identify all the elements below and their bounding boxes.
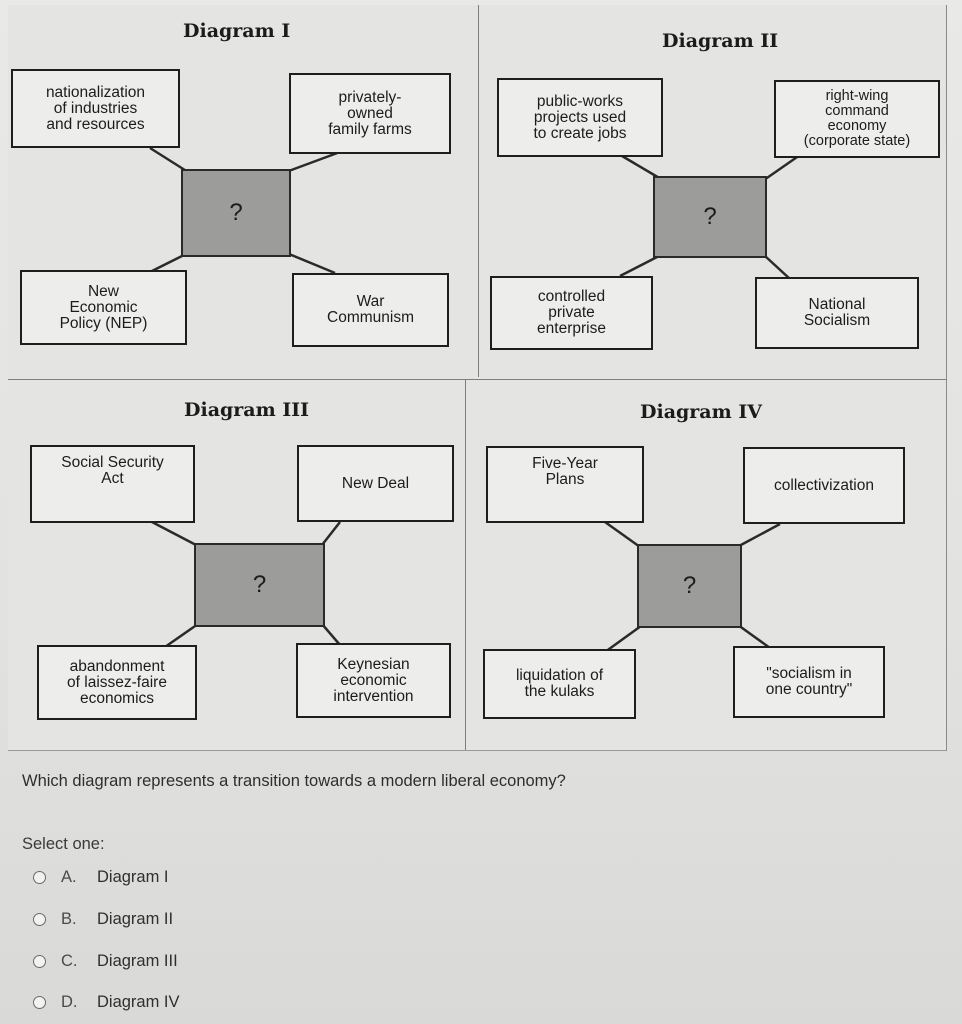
d3-box-bottom-right: Keynesian economic intervention	[296, 643, 451, 718]
option-c-label[interactable]: Diagram III	[97, 951, 178, 970]
diagram-4-title: Diagram IV	[640, 401, 762, 423]
connector-d2-br	[765, 256, 790, 279]
d2-box-bottom-right: National Socialism	[755, 277, 919, 349]
connector-d2-tr	[764, 155, 800, 180]
d2-box-bottom-left: controlled private enterprise	[490, 276, 653, 350]
d4-center-question: ?	[637, 544, 742, 628]
option-b-label[interactable]: Diagram II	[97, 909, 174, 928]
d1-center-question: ?	[181, 169, 291, 257]
d3-box-top-right: New Deal	[297, 445, 454, 522]
option-b-radio[interactable]	[33, 913, 46, 926]
option-b[interactable]	[33, 908, 173, 930]
option-d-letter: D.	[61, 992, 78, 1011]
option-d-radio[interactable]	[33, 996, 46, 1009]
option-a-radio[interactable]	[33, 871, 46, 884]
option-c-radio[interactable]	[33, 955, 46, 968]
d3-box-bottom-left: abandonment of laissez-faire economics	[37, 645, 197, 720]
d1-box-top-right: privately- owned family farms	[289, 73, 451, 154]
connector-d3-tr	[322, 522, 340, 545]
diagram-1-title: Diagram I	[183, 20, 291, 42]
d2-center-question: ?	[653, 176, 767, 258]
connector-d2-bl	[620, 256, 659, 276]
connector-d1-tr	[286, 152, 340, 172]
d4-box-bottom-left: liquidation of the kulaks	[483, 649, 636, 719]
diagram-2-title: Diagram II	[662, 30, 779, 52]
d2-box-top-left: public-works projects used to create jobs	[497, 78, 663, 157]
select-one-label: Select one:	[22, 835, 105, 853]
connector-d3-bl	[165, 624, 198, 647]
question-text: Which diagram represents a transition towards a modern liberal economy?	[22, 772, 566, 790]
d1-box-bottom-right: War Communism	[292, 273, 449, 347]
d3-center-question: ?	[194, 543, 325, 627]
connector-d4-tl	[605, 522, 640, 547]
connector-d3-br	[322, 624, 340, 645]
connector-d4-tr	[739, 524, 780, 546]
connector-d1-br	[289, 254, 335, 273]
connector-d4-br	[738, 625, 770, 648]
d2-box-top-right: right-wing command economy (corporate state)	[774, 80, 940, 158]
option-c-letter: C.	[61, 951, 78, 970]
option-d[interactable]	[33, 991, 180, 1013]
d4-box-bottom-right: "socialism in one country"	[733, 646, 885, 718]
option-a-label[interactable]: Diagram I	[97, 867, 169, 886]
option-b-letter: B.	[61, 909, 77, 928]
connector-d3-tl	[152, 522, 198, 546]
option-a[interactable]	[33, 866, 169, 888]
diagram-3-title: Diagram III	[184, 399, 309, 421]
option-d-label[interactable]: Diagram IV	[97, 992, 180, 1011]
d4-box-top-right: collectivization	[743, 447, 905, 524]
d1-box-bottom-left: New Economic Policy (NEP)	[20, 270, 187, 345]
d4-box-top-left: Five-Year Plans	[486, 446, 644, 523]
option-c[interactable]	[33, 950, 178, 972]
option-a-letter: A.	[61, 867, 77, 886]
d1-box-top-left: nationalization of industries and resources	[11, 69, 180, 148]
d3-box-top-left: Social Security Act	[30, 445, 195, 523]
